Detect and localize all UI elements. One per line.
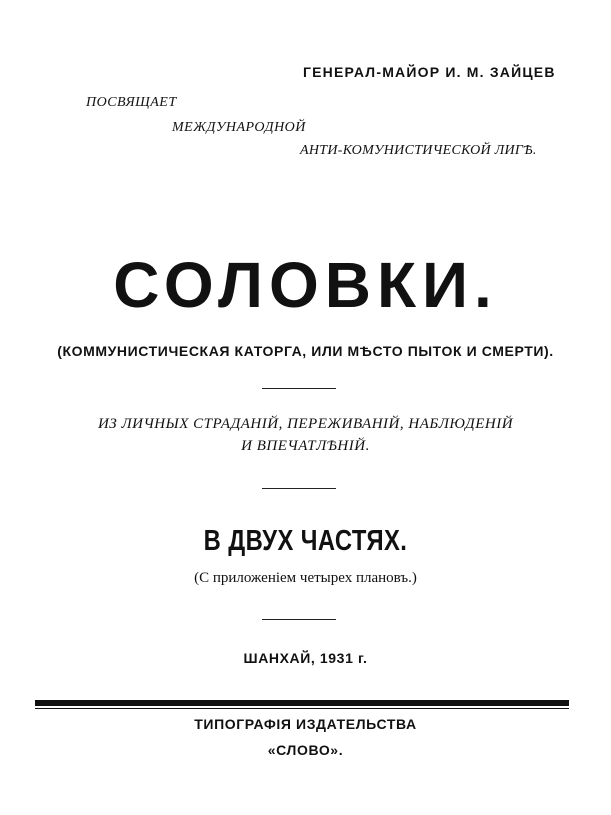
- publication-place-year: ШАНХАЙ, 1931 г.: [243, 650, 368, 666]
- printer-line-2: «СЛОВО».: [267, 742, 344, 758]
- parts-heading: В ДВУХ ЧАСТЯХ.: [203, 525, 408, 557]
- author-line: ГЕНЕРАЛ-МАЙОР И. М. ЗАЙЦЕВ: [303, 64, 556, 80]
- printer-line-1: ТИПОГРАФІЯ ИЗДАТЕЛЬСТВА: [194, 716, 417, 732]
- appendix-note: (С приложеніем четырех плановъ.): [194, 570, 417, 586]
- source-line-1: ИЗ ЛИЧНЫХ СТРАДАНІЙ, ПЕРЕЖИВАНІЙ, НАБЛЮДЕНІЙ: [97, 416, 514, 432]
- thick-divider-rule: [35, 700, 569, 706]
- dedication-line-2: МЕЖДУНАРОДНОЙ: [172, 120, 306, 135]
- thin-divider-rule: [35, 708, 569, 709]
- book-title: СОЛОВКИ.: [113, 249, 498, 321]
- divider-rule: [262, 388, 336, 389]
- divider-rule: [262, 488, 336, 489]
- book-subtitle: (КОММУНИСТИЧЕСКАЯ КАТОРГА, ИЛИ МѢСТО ПЫТОК И СМЕРТИ).: [57, 343, 554, 359]
- divider-rule: [262, 619, 336, 620]
- dedication-line-1: ПОСВЯЩАЕТ: [86, 95, 177, 110]
- source-line-2: И ВПЕЧАТЛѢНІЙ.: [241, 438, 370, 454]
- dedication-line-3: АНТИ-КОМУНИСТИЧЕСКОЙ ЛИГѢ.: [300, 143, 537, 158]
